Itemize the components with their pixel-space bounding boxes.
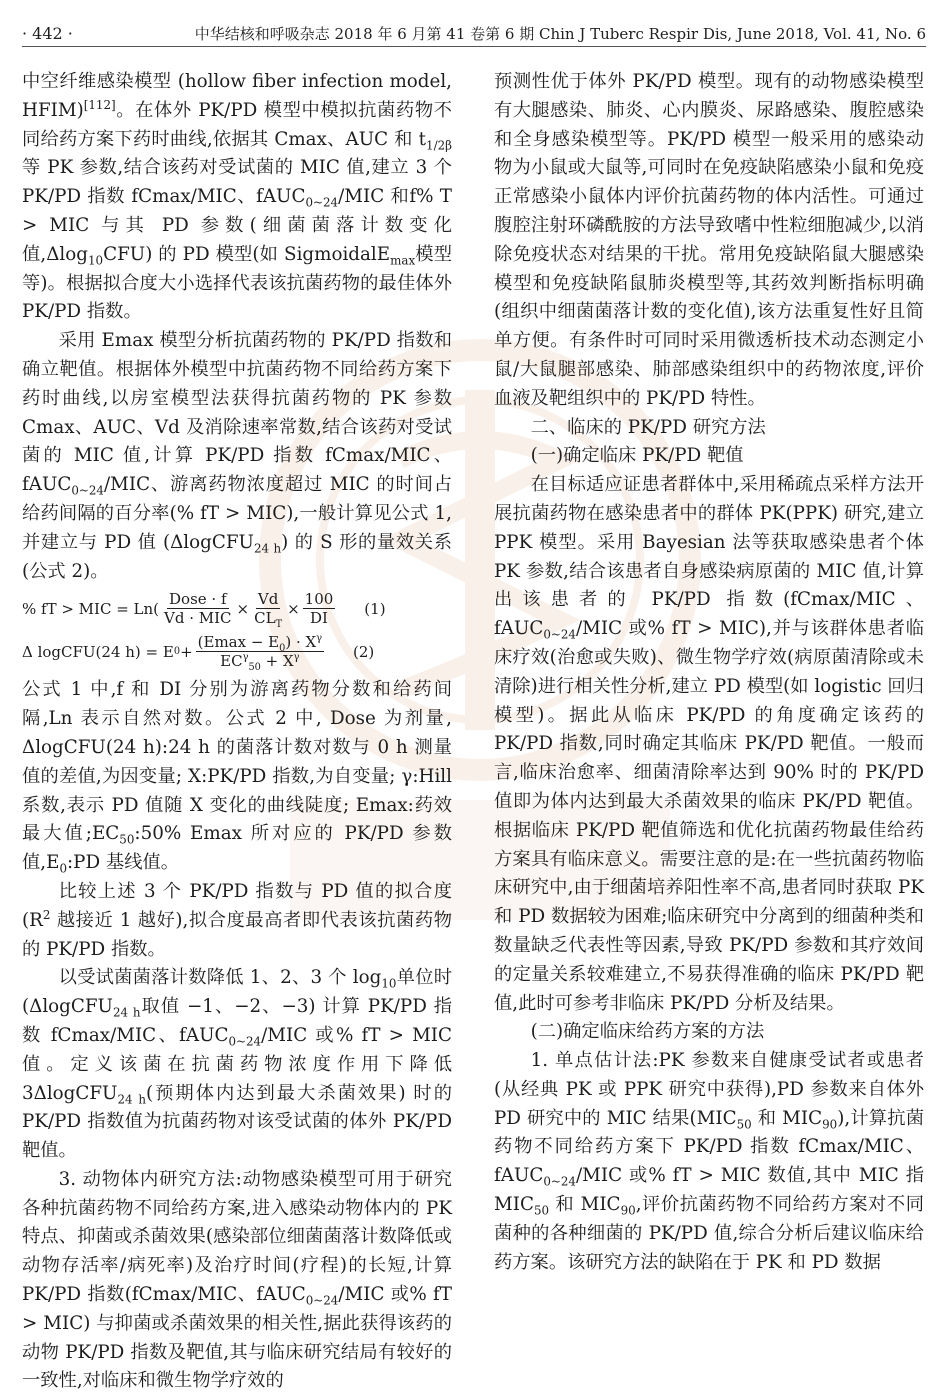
left-column: [22, 68, 452, 1396]
paragraph-animal-models-cont: 预测性优于体外 PK/PD 模型。现有的动物感染模型有大腿感染、肺炎、心内膜炎、尿路感染、腹腔感染和全身感染模型等。PK/PD 模型一般采用的感染动物为小鼠或大鼠等,可同时在免疫缺陷感染小鼠和免疫正常感染小鼠体内评价抗菌药物的体内活性。可通过腹腔注射环磷酰胺的方法导致嗜中性粒细胞减少,以消除免疫状态对结果的干扰。常用免疫缺陷鼠大腿感染模型和免疫缺陷鼠肺炎模型等,其药效判断指标明确(组织中细菌菌落计数的变化值),该方法重复性好且简单方便。有条件时可同时采用微透析技术动态测定小鼠/大鼠腿部感染、肺部感染组织中的药物浓度,评价血液及靶组织中的 PK/PD 特性。: [494, 71, 924, 409]
page-number: · 442 ·: [22, 24, 73, 43]
equation-2: Δ logCFU(24 h) = E 0 + $\frac{(Emax - E_0) \cdot X^\gamma}{EC^\gamma_{50} + X^\gamma}$ (2): [22, 633, 375, 674]
paragraph-clinical-targets: 在目标适应证患者群体中,采用稀疏点采样方法开展抗菌药物在感染患者中的群体 PK(PPK) 研究,建立 PPK 模型。采用 Bayesian 法等获取感染患者个体 PK 参数,结合该患者自身感染病原菌的 MIC 值,计算出该患者的 PK/PD 指数(fCmax/MIC、fAUC$_{0\sim 24}$/MIC 或% fT > MIC),并与该群体患者临床疗效(治愈或失败)、微生物学疗效(病原菌清除或未清除)进行相关性分析,建立 PD 模型(如 logistic 回归模型)。据此从临床 PK/PD 的角度确定该药的 PK/PD 指数,同时确定其临床 PK/PD 靶值。一般而言,临床治愈率、细菌清除率达到 90% 时的 PK/PD 值即为体内达到最大杀菌效果的临床 PK/PD 靶值。根据临床 PK/PD 靶值筛选和优化抗菌药物最佳给药方案具有临床意义。需要注意的是:在一些抗菌药物临床研究中,由于细菌培养阳性率不高,患者同时获取 PK 和 PD 数据较为困难;临床研究中分离到的细菌种类和数量缺乏代表性等因素,导致 PK/PD 参数和其疗效间的定量关系较难建立,不易获得准确的临床 PK/PD 靶值,此时可参考非临床 PK/PD 分析及结果。: [494, 474, 924, 1014]
equation-1-label: (1): [364, 599, 386, 618]
running-header: [22, 22, 926, 47]
paragraph-target-values: 以受试菌菌落计数降低 1、2、3 个 $\log_{10}$单位时 (ΔlogCFU$_{24 h}$取值 −1、−2、−3) 计算 PK/PD 指数 fCmax/MIC、fAUC$_{0\sim 24}$/MIC 或% fT > MIC 值。定义该菌在抗菌药物浓度作用下降低 3ΔlogCFU$_{24 h}$(预期体内达到最大杀菌效果) 时的 PK/PD 指数值为抗菌药物对该受试菌的体外 PK/PD 靶值。: [22, 967, 452, 1162]
paragraph-emax-model: 采用 Emax 模型分析抗菌药物的 PK/PD 指数和确立靶值。根据体外模型中抗菌药物不同给药方案下药时曲线,以房室模型法获得抗菌药物的 PK 参数 Cmax、AUC、Vd 及消除速率常数,结合该药对受试菌的 MIC 值,计算 PK/PD 指数 fCmax/MIC、fAUC$_{0\sim 24}$/MIC、游离药物浓度超过 MIC 的时间占给药间隔的百分率(% fT > MIC),一般计算见公式 1,并建立与 PD 值 (ΔlogCFU$_{24 h}$) 的 S 形的量效关系(公式 2)。: [22, 330, 452, 582]
right-column: [494, 68, 924, 1277]
subsection-heading-dosing: (二)确定临床给药方案的方法: [530, 1021, 765, 1043]
paragraph-animal-models: 3. 动物体内研究方法:动物感染模型可用于研究各种抗菌药物不同给药方案,进入感染动物体内的 PK 特点、抑菌或杀菌效果(感染部位细菌菌落计数降低或动物存活率/病死率)及治疗时间(疗程)的长短,计算 PK/PD 指数(fCmax/MIC、fAUC$_{0\sim 24}$/MIC 或% fT > MIC) 与抑菌或杀菌效果的相关性,据此获得该药的动物 PK/PD 指数及靶值,其与临床研究结局有较好的一致性,对临床和微生物学疗效的: [22, 1168, 452, 1392]
equation-2-label: (2): [353, 642, 375, 661]
journal-citation: 中华结核和呼吸杂志 2018 年 6 月第 41 卷第 6 期 Chin J Tuberc Respir Dis, June 2018, Vol. 41, No. 6: [194, 25, 926, 43]
paragraph-hfim: 中空纤维感染模型 (hollow fiber infection model, HFIM)[112]。在体外 PK/PD 模型中模拟抗菌药物不同给药方案下药时曲线,依据其 Cmax、AUC 和 $t_{1/2\beta}$ 等 PK 参数,结合该药对受试菌的 MIC 值,建立 3 个 PK/PD 指数 fCmax/MIC、fAUC$_{0\sim 24}$/MIC 和f% T > MIC 与其 PD 参数(细菌菌落计数变化值,Δlog$_{10}$CFU) 的 PD 模型(如 SigmoidalE$_{max}$模型等)。根据拟合度大小选择代表该抗菌药物的最佳体外 PK/PD 指数。: [22, 71, 452, 323]
paragraph-formula-notes: 公式 1 中,f 和 DI 分别为游离药物分数和给药间隔,Ln 表示自然对数。公式 2 中, Dose 为剂量, ΔlogCFU(24 h):24 h 的菌落计数对数与 0 h 测量值的差值,为因变量; X:PK/PD 指数,为自变量; γ:Hill 系数,表示 PD 值随 X 变化的曲线陡度; Emax:药效最大值$;EC_{50}:50\%$ Emax 所对应的 PK/PD 参数值$,E_0:PD$ 基线值。: [22, 679, 452, 876]
paragraph-point-estimate: 1. 单点估计法:PK 参数来自健康受试者或患者(从经典 PK 或 PPK 研究中获得),PD 参数来自体外 PD 研究中的 MIC 结果($MIC_{50}$ 和 $MIC_{90}$),计算抗菌药物不同给药方案下 PK/PD 指数 fCmax/MIC、fAUC$_{0\sim 24}$/MIC 或% fT > MIC 数值,其中 MIC 指 $MIC_{50}$ 和 $MIC_{90}$,评价抗菌药物不同给药方案对不同菌种的各种细菌的 PK/PD 值,综合分析后建议临床给药方案。该研究方法的缺陷在于 PK 和 PD 数据: [494, 1050, 924, 1273]
section-heading-clinical: 二、临床的 PK/PD 研究方法: [530, 416, 766, 438]
paragraph-fit-comparison: 比较上述 3 个 PK/PD 指数与 PD 值的拟合度 ($R^2$ 越接近 1 越好),拟合度最高者即代表该抗菌药物的 PK/PD 指数。: [22, 880, 452, 960]
subsection-heading-targets: (一)确定临床 PK/PD 靶值: [530, 445, 744, 467]
equation-1: % fT > MIC = Ln( $\frac{\text{Dose · f}}{\text{Vd · MIC}}$ × $\frac{Vd}{CL_T}$ × $\frac{100}{DI}$ (1): [22, 590, 386, 631]
